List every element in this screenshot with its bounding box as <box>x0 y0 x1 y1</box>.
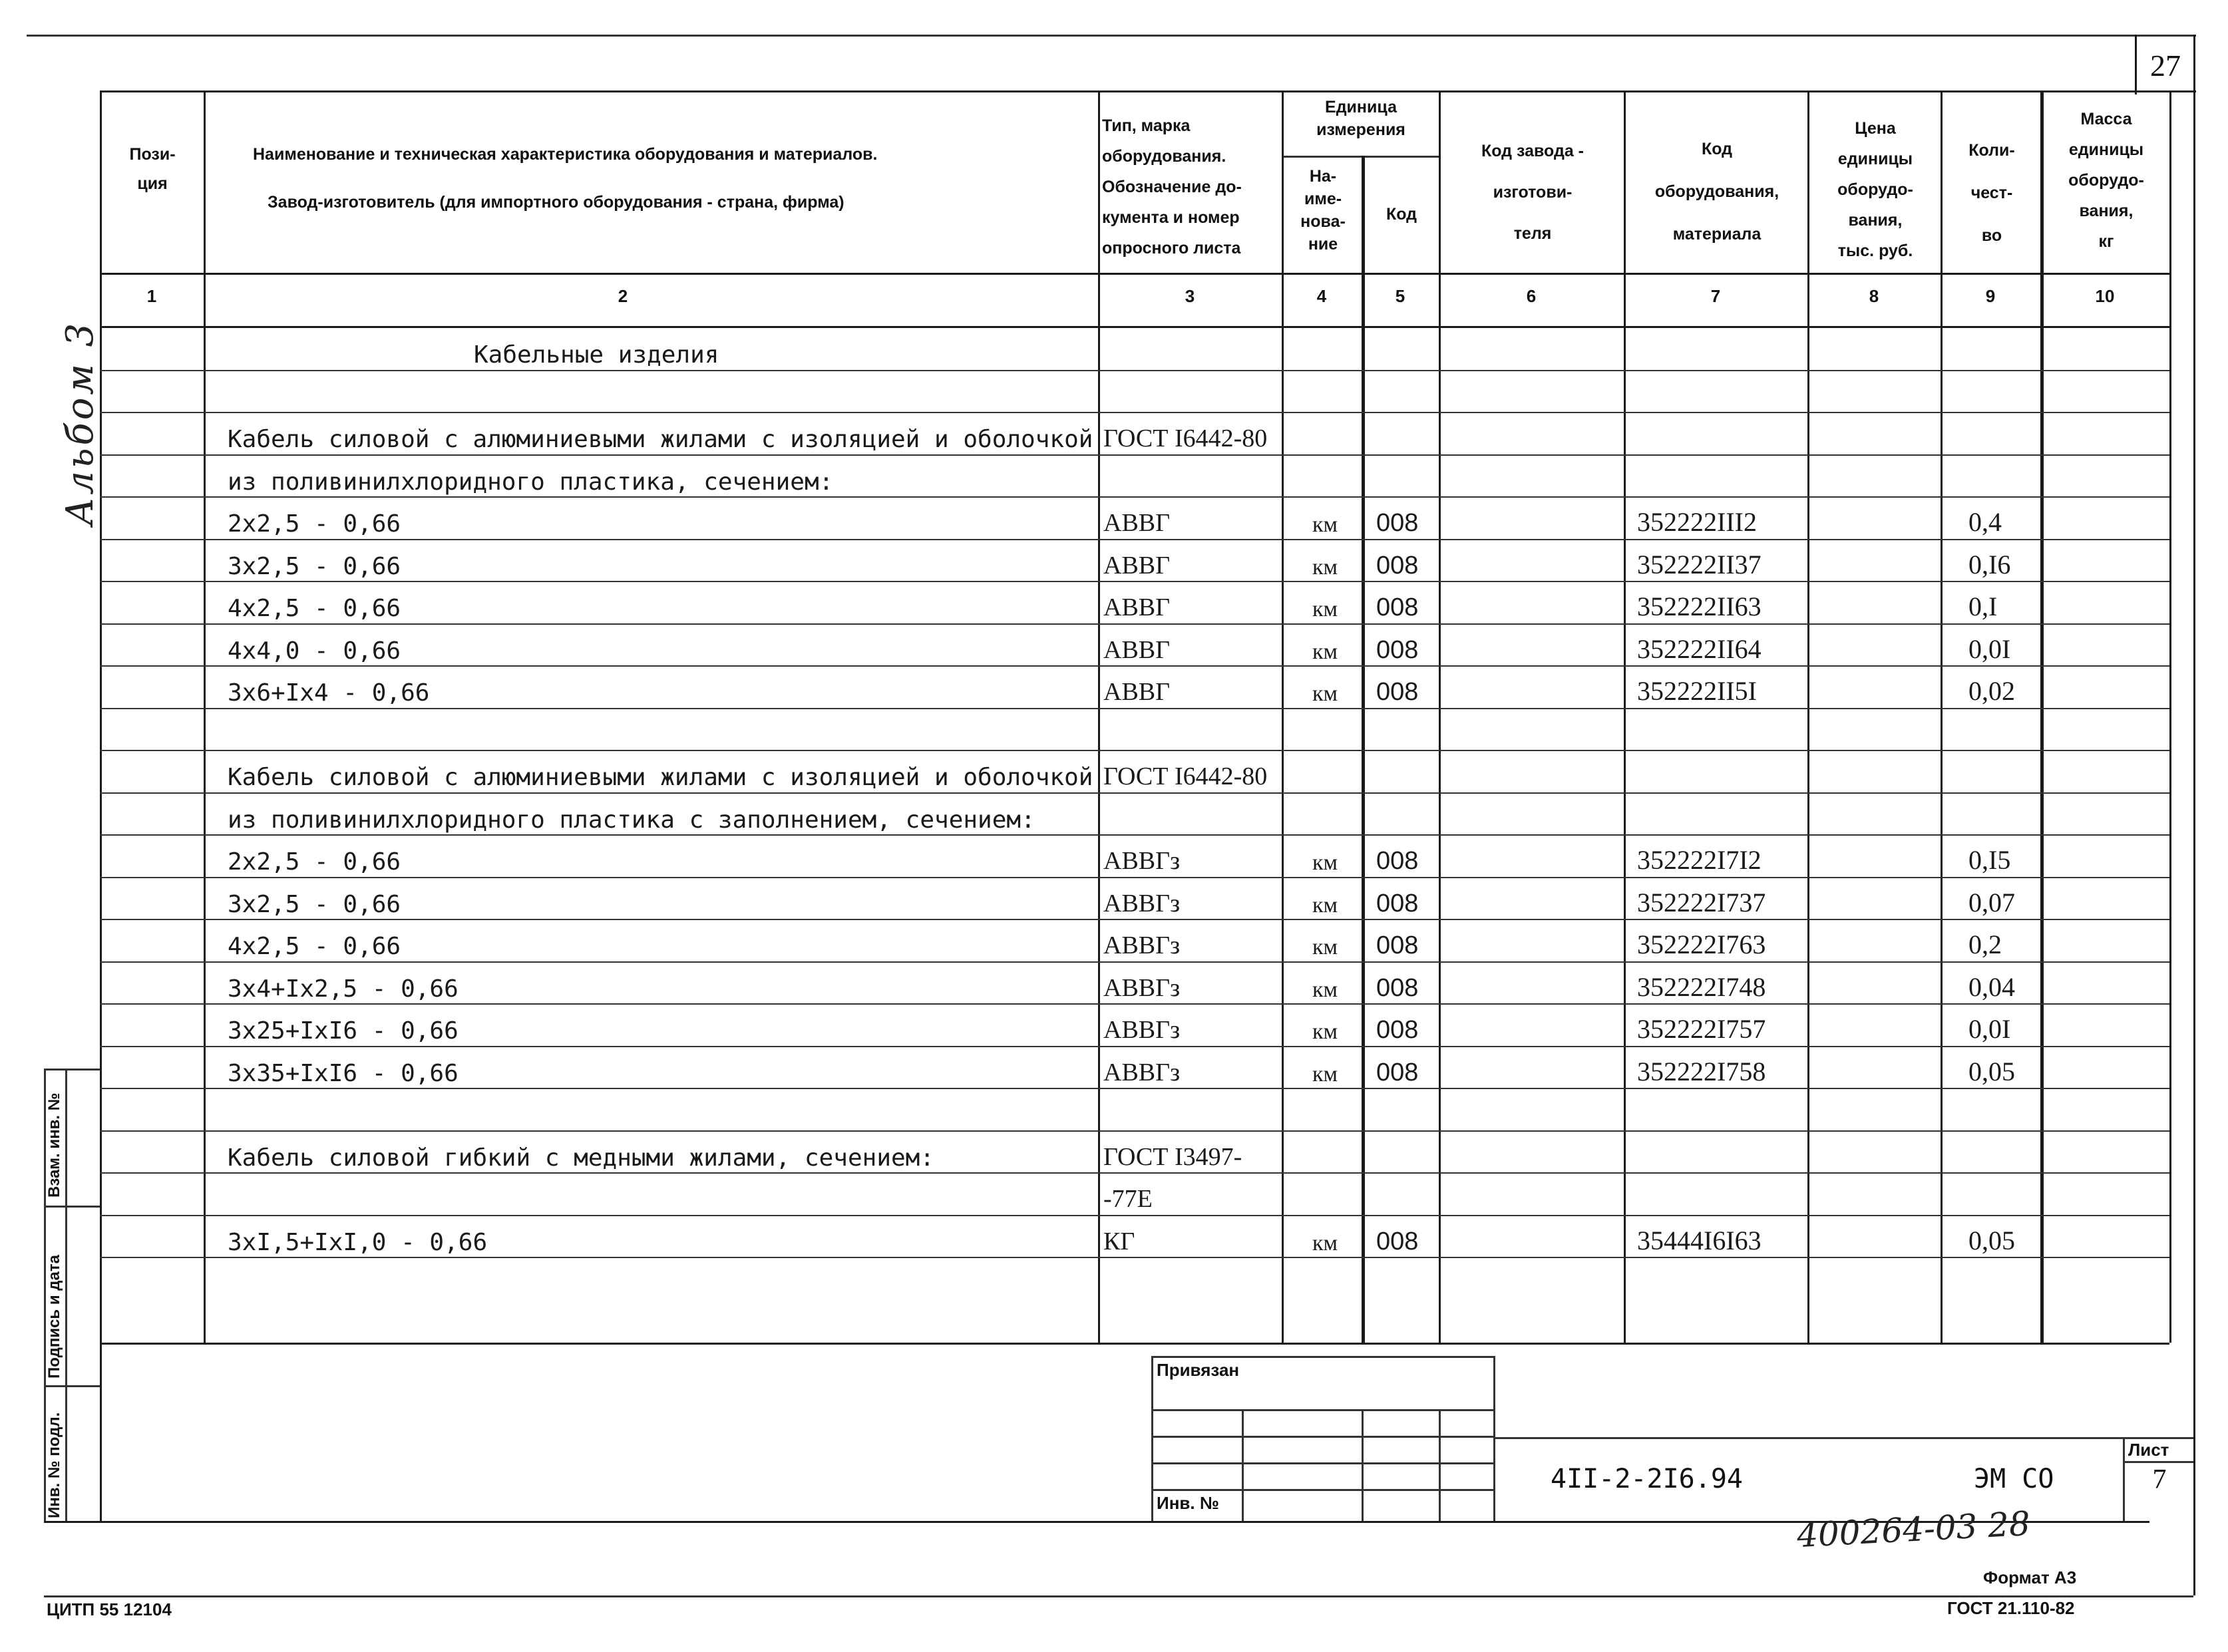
row-name: 2х2,5 - 0,66 <box>228 848 401 876</box>
row-item-code: 352222I757 <box>1637 1014 1766 1044</box>
row-quantity: 0,0I <box>1968 1014 2011 1044</box>
row-code: 008 <box>1376 889 1419 917</box>
header-col8: Цена единицы оборудо- вания, тыс. руб. <box>1837 119 1913 260</box>
table-row <box>0 581 2228 623</box>
stamp-box-left <box>1151 1356 1153 1521</box>
row-name: Кабель силовой с алюминиевыми жилами с изоляцией и оболочкой <box>228 426 1093 453</box>
col-number: 7 <box>1710 286 1721 306</box>
citp-label: ЦИТП 55 12104 <box>47 1599 172 1619</box>
row-name: из поливинилхлоридного пластика, сечением: <box>228 468 834 496</box>
row-unit: км <box>1312 1061 1338 1086</box>
row-code: 008 <box>1376 1227 1419 1255</box>
row-quantity: 0,02 <box>1968 676 2015 706</box>
side-stamp-div2 <box>44 1385 100 1387</box>
row-type: АВВГз <box>1103 889 1181 917</box>
row-name: 2х2,5 - 0,66 <box>228 510 401 538</box>
col-number: 9 <box>1985 286 1996 306</box>
row-type: АВВГ <box>1103 635 1171 664</box>
row-unit: км <box>1312 554 1338 579</box>
row-item-code: 352222I737 <box>1637 887 1766 917</box>
row-name: 4х2,5 - 0,66 <box>228 595 401 622</box>
row-type: КГ <box>1103 1227 1135 1255</box>
row-type: АВВГ <box>1103 509 1171 537</box>
row-name: 4х4,0 - 0,66 <box>228 637 401 665</box>
table-row <box>0 750 2228 792</box>
table-row <box>0 1215 2228 1257</box>
col-number: 5 <box>1395 286 1405 306</box>
row-unit: км <box>1312 597 1338 621</box>
row-type: АВВГз <box>1103 931 1181 959</box>
row-code: 008 <box>1376 931 1419 959</box>
stamp-col-3 <box>1439 1409 1441 1521</box>
stamp-line-3 <box>1151 1462 1493 1464</box>
row-unit: км <box>1312 977 1338 1002</box>
header-col4: На- име- нова- ние <box>1300 167 1346 253</box>
row-code: 008 <box>1376 635 1419 664</box>
row-name: Кабель силовой гибкий с медными жилами, сечением: <box>228 1144 935 1172</box>
row-quantity: 0,07 <box>1968 887 2015 917</box>
side-label-replaced-inv: Взам. инв. № <box>45 1092 63 1198</box>
row-quantity: 0,I5 <box>1968 845 2011 875</box>
sheet-box-left <box>2123 1437 2125 1521</box>
header-col5: Код <box>1386 205 1417 224</box>
stamp-col-2 <box>1362 1409 1364 1521</box>
stamp-line-2 <box>1151 1436 1493 1438</box>
side-label-signature-date: Подпись и дата <box>45 1255 63 1379</box>
col-number: 8 <box>1869 286 1879 306</box>
table-row <box>0 496 2228 539</box>
row-type: АВВГ <box>1103 551 1171 579</box>
stamp-box-top <box>1151 1356 1493 1358</box>
row-item-code: 352222I758 <box>1637 1056 1766 1086</box>
title-block-top <box>1493 1437 2193 1439</box>
page-box-right <box>2193 35 2195 94</box>
row-type: ГОСТ I6442-80 <box>1103 762 1268 790</box>
album-label: Альбом 3 <box>59 320 102 526</box>
side-stamp-top <box>44 1069 100 1071</box>
table-row <box>0 961 2228 1004</box>
col-number: 2 <box>618 286 628 306</box>
header-col7: Код оборудования, материала <box>1654 140 1779 244</box>
table-row <box>0 623 2228 666</box>
stamp-privyazan: Привязан <box>1157 1360 1240 1380</box>
row-name: 3х2,5 - 0,66 <box>228 890 401 918</box>
col-number: 10 <box>2095 286 2115 306</box>
table-row <box>0 539 2228 581</box>
col-number: 6 <box>1526 286 1537 306</box>
row-quantity: 0,04 <box>1968 971 2015 1002</box>
row-item-code: 352222II63 <box>1637 591 1762 621</box>
row-quantity: 0,0I <box>1968 633 2011 664</box>
top-line <box>27 35 2196 37</box>
sheet-number: 7 <box>2152 1464 2167 1495</box>
sheet-box-mid <box>2123 1461 2193 1463</box>
row-name: 4х2,5 - 0,66 <box>228 933 401 960</box>
row-type: ГОСТ I3497- <box>1103 1142 1242 1171</box>
row-item-code: 352222II37 <box>1637 549 1762 579</box>
table-row <box>0 1003 2228 1046</box>
side-stamp-div1 <box>44 1206 100 1208</box>
row-unit: км <box>1312 512 1338 537</box>
row-code: 008 <box>1376 551 1419 579</box>
page-number: 27 <box>2150 49 2181 83</box>
row-name: 3х25+IхI6 - 0,66 <box>228 1017 459 1045</box>
row-name: Кабель силовой с алюминиевыми жилами с изоляцией и оболочкой <box>228 764 1093 791</box>
row-type: АВВГз <box>1103 1016 1181 1044</box>
row-unit: км <box>1312 1230 1338 1255</box>
row-code: 008 <box>1376 593 1419 621</box>
header-col6: Код завода - изготови- теля <box>1481 142 1584 243</box>
row-quantity: 0,4 <box>1968 507 2002 537</box>
row-item-code: 352222II5I <box>1637 676 1757 706</box>
row-type: АВВГ <box>1103 593 1171 621</box>
sheet-label: Лист <box>2128 1440 2169 1460</box>
row-item-code: 35444I6I63 <box>1637 1225 1762 1255</box>
row-type: ГОСТ I6442-80 <box>1103 424 1268 452</box>
row-quantity: 0,05 <box>1968 1056 2015 1086</box>
table-row <box>0 370 2228 413</box>
row-name: 3х35+IхI6 - 0,66 <box>228 1059 459 1087</box>
format-label: Формат А3 <box>1983 1568 2077 1587</box>
unit-subheader-line <box>1282 156 1439 158</box>
row-type: АВВГз <box>1103 1058 1181 1086</box>
table-row <box>0 665 2228 708</box>
header-col2: Наименование и техническая характеристика оборудования и материалов. Завод-изготовитель (для импортного оборудования - страна, фирма) <box>253 145 878 212</box>
row-type: -77Е <box>1103 1185 1153 1213</box>
row-quantity: 0,2 <box>1968 929 2002 959</box>
row-code: 008 <box>1376 1016 1419 1044</box>
row-item-code: 352222I7I2 <box>1637 845 1762 875</box>
row-name: 3х2,5 - 0,66 <box>228 552 401 580</box>
row-unit: км <box>1312 935 1338 959</box>
page-box-left <box>2135 35 2137 94</box>
row-item-code: 352222I748 <box>1637 971 1766 1002</box>
stamp-col-1 <box>1242 1409 1244 1521</box>
row-quantity: 0,I <box>1968 591 1998 621</box>
side-label-original-inv: Инв. № подл. <box>45 1412 63 1518</box>
row-quantity: 0,05 <box>1968 1225 2015 1255</box>
row-unit: км <box>1312 1019 1338 1044</box>
side-stamp-mid <box>65 1069 67 1521</box>
header-col3: Тип, марка оборудования. Обозначение до- кумента и номер опросного листа <box>1102 116 1242 257</box>
row-name: Кабельные изделия <box>474 341 719 369</box>
header-unit-group: Единица измерения <box>1316 98 1405 139</box>
table-row <box>0 1088 2228 1130</box>
row-unit: км <box>1312 850 1338 875</box>
table-bottom-line <box>100 1343 2169 1345</box>
row-unit: км <box>1312 681 1338 706</box>
row-unit: км <box>1312 892 1338 917</box>
doc-code: 4II-2-2I6.94 <box>1551 1464 1743 1494</box>
row-quantity: 0,I6 <box>1968 549 2011 579</box>
row-name: из поливинилхлоридного пластика с заполнением, сечением: <box>228 806 1035 834</box>
row-unit: км <box>1312 639 1338 664</box>
header-bottom-line <box>100 273 2169 275</box>
row-item-code: 352222III2 <box>1637 507 1757 537</box>
header-col9: Коли- чест- во <box>1968 141 2015 245</box>
table-row <box>0 834 2228 877</box>
col-number: 4 <box>1316 286 1327 306</box>
frame-outer-bottom <box>44 1595 2193 1597</box>
table-row <box>0 1046 2228 1088</box>
row-type: АВВГз <box>1103 847 1181 875</box>
row-name: 3х4+Iх2,5 - 0,66 <box>228 975 459 1003</box>
row-item-code: 352222I763 <box>1637 929 1766 959</box>
gost-label: ГОСТ 21.110-82 <box>1947 1598 2075 1618</box>
table-row <box>0 877 2228 919</box>
table-row <box>0 1172 2228 1215</box>
row-name: 3х6+Iх4 - 0,66 <box>228 679 430 707</box>
stamp-line-4 <box>1151 1489 1493 1491</box>
table-row <box>0 919 2228 961</box>
doc-mark: ЭМ СО <box>1974 1464 2054 1494</box>
table-row <box>0 792 2228 835</box>
row-type: АВВГ <box>1103 678 1171 706</box>
header-col10: Масса единицы оборудо- вания, кг <box>2068 110 2144 251</box>
table-row <box>0 1130 2228 1173</box>
col-number: 3 <box>1185 286 1195 306</box>
table-row <box>0 327 2228 370</box>
row-code: 008 <box>1376 973 1419 1002</box>
col-number: 1 <box>146 286 157 306</box>
stamp-line-1 <box>1151 1409 1493 1411</box>
handwritten-number: 400264-03 28 <box>1795 1504 2032 1556</box>
table-row <box>0 454 2228 497</box>
header-col1: Пози- ция <box>129 145 176 193</box>
row-type: АВВГз <box>1103 973 1181 1002</box>
row-item-code: 352222II64 <box>1637 633 1762 664</box>
frame-top <box>100 90 2196 92</box>
row-name: 3хI,5+IхI,0 - 0,66 <box>228 1228 488 1256</box>
table-row <box>0 412 2228 454</box>
row-code: 008 <box>1376 678 1419 706</box>
stamp-inv-no: Инв. № <box>1157 1493 1219 1513</box>
table-row <box>0 708 2228 750</box>
row-code: 008 <box>1376 847 1419 875</box>
row-code: 008 <box>1376 509 1419 537</box>
row-code: 008 <box>1376 1058 1419 1086</box>
